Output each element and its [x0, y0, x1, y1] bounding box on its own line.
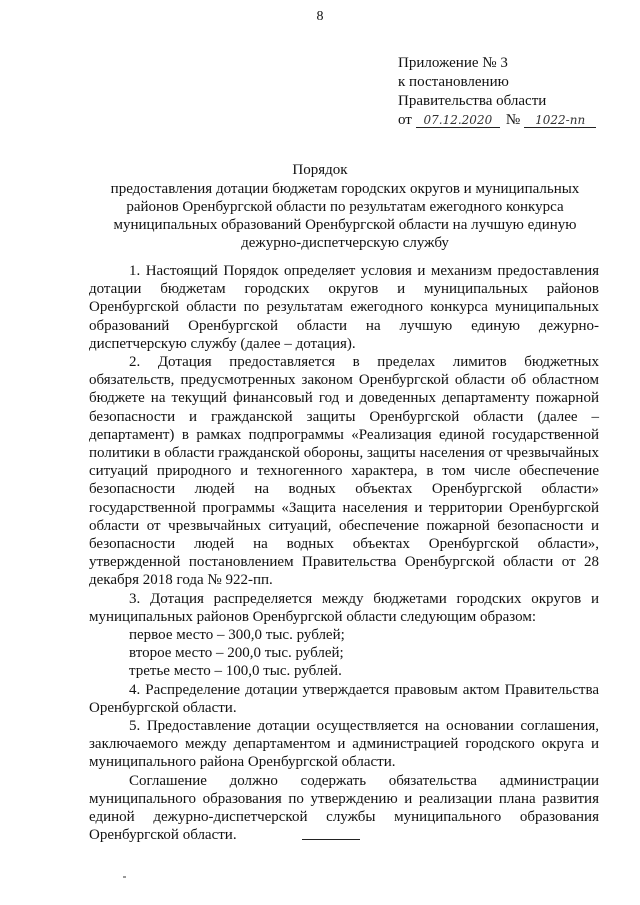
appendix-authority: Правительства области [398, 93, 547, 109]
prize-third-place: третье место – 100,0 тыс. рублей. [129, 663, 342, 680]
page-number: 8 [316, 9, 324, 24]
paragraph-5: 5. Предоставление дотации осуществляется на основании соглашения, заключаемого между департаментом и администрацией городского округа и муниципального района Оренбургской области. [89, 718, 599, 771]
paragraph-2: 2. Дотация предоставляется в пределах лимитов бюджетных обязательств, предусмотренных законом Оренбургской области об областном бюджете на текущий финансовый год и доведенных департаменту пожарной безопасности и гражданской защиты Оренбургской области (далее – департамент) в рамках подпрограммы «Реализация единой государственной политики в области гражданской обороны, защиты населения от чрезвычайных ситуаций природного и техногенного характера, в том числе обеспечение безопасности людей на водных объектах Оренбургской области» государственной программы «Защита населения и территории Оренбургской области от чрезвычайных ситуаций, обеспечение пожарной безопасности и безопасности людей на водных объектах Оренбургской области», утвержденной постановлением Правительства Оренбургской области от 28 декабря 2018 года № 922-пп. [89, 354, 599, 589]
appendix-header [398, 54, 618, 130]
paragraph-agreement: Соглашение должно содержать обязательства администрации муниципального образования по утверждению и реализации плана развития единой дежурно-диспетчерской службы муниципального образования Оренбургской области. [89, 772, 599, 844]
appendix-reference: к постановлению [398, 74, 509, 90]
paragraph-1: 1. Настоящий Порядок определяет условия и механизм предоставления дотации бюджетам городских округов и муниципальных районов Оренбургской области по результатам ежегодного конкурса муниципальных образований Оренбургской области на лучшую единую дежурно-диспетчерскую службу (далее – дотация). [89, 263, 599, 352]
prize-second-place: второе место – 200,0 тыс. рублей; [129, 645, 344, 662]
document-subtitle: предоставления дотации бюджетам городских округов и муниципальных районов Оренбургской области по результатам ежегодного конкурса муниципальных образований Оренбургской области на лучшую единую дежурно-диспетчерскую службу [110, 181, 580, 251]
paragraph-3: 3. Дотация распределяется между бюджетами городских округов и муниципальных районов Оренбургской области следующим образом: [89, 590, 599, 625]
number-prefix: № [505, 112, 521, 128]
appendix-date-line [398, 111, 618, 130]
end-divider [302, 839, 360, 840]
scan-speck [123, 876, 126, 878]
document-title: Порядок [292, 162, 348, 178]
prize-first-place: первое место – 300,0 тыс. рублей; [129, 627, 345, 644]
handwritten-date: 07.12.2020 [416, 113, 500, 128]
date-prefix: от [398, 112, 412, 128]
paragraph-4: 4. Распределение дотации утверждается правовым актом Правительства Оренбургской области. [89, 681, 599, 716]
appendix-title: Приложение № 3 [398, 55, 508, 71]
document-body [89, 262, 599, 845]
handwritten-number: 1022-пп [524, 113, 596, 128]
